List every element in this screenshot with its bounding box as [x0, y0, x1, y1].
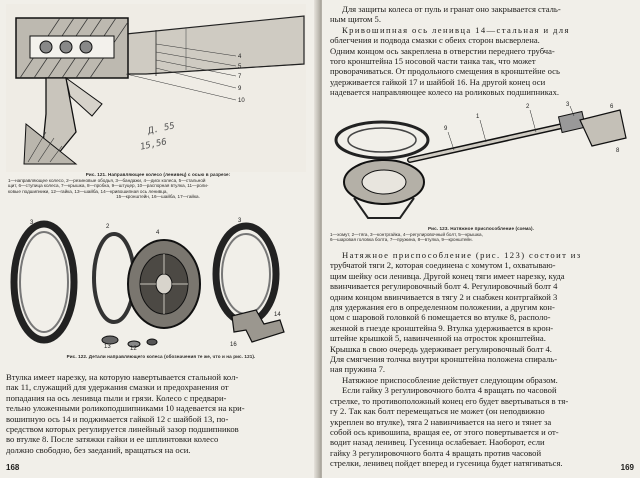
body-line: гу 2. Так как болт перемещаться не может (он неподвижно [330, 406, 545, 417]
body-line: должно свободно, без заеданий, вращаться на оси. [6, 444, 191, 455]
left-page [0, 0, 318, 478]
body-line-spaced: Кривошипная ось ленивца 14—стальная и для [342, 24, 570, 35]
figure-122-title: Рис. 122. Детали направляющего колеса (обозначения те же, что и на рис. 121). [66, 354, 256, 359]
body-line: стрелки, ленивец пойдет вперед и гусеница будет натягиваться. [330, 458, 563, 469]
body-line: облегчения и подвода смазки с обеих сторон высверлена. [330, 35, 540, 46]
body-line: стрелке, то противоположный конец его будет ввертываться в тя- [330, 395, 569, 406]
body-line: тельно уложенными роликоподшипниками 10 надевается на кри- [6, 403, 245, 414]
svg-text:14: 14 [274, 312, 281, 318]
body-line: женной в гнезде кронштейна 9. Втулка удерживается в крон- [330, 322, 554, 333]
svg-text:1: 1 [476, 114, 480, 120]
svg-text:3: 3 [566, 102, 570, 108]
figure-123-legend-line: 6—шаровая головка болта, 7—пружина, 8—втулка, 9—кронштейн. [330, 237, 473, 243]
body-line: одним концом ввинчивается в тягу 2 и снабжен контргайкой 3 [330, 291, 558, 302]
svg-text:13: 13 [104, 344, 111, 350]
left-body-text [6, 372, 310, 455]
svg-text:4: 4 [238, 54, 242, 60]
handwritten-note-2: 15,56 [139, 137, 168, 153]
body-line: удерживается гайкой 17 и шайбой 16. На другой конец оси [330, 76, 546, 87]
figure-121-legend-line: 15—кронштейн, 16—шайба, 17—гайка. [116, 194, 200, 200]
svg-text:6: 6 [610, 104, 614, 110]
body-line: пак 11, служащий для удержания смазки и предохранения от [6, 382, 229, 393]
figure-123-title: Рис. 123. Натяжное приспособление (схема). [428, 226, 534, 231]
body-line: Для смягчения толчка внутри кронштейна положена спираль- [330, 354, 558, 365]
figure-121-caption [8, 172, 308, 200]
body-line: Натяжное приспособление действует следующим образом. [342, 374, 558, 385]
figure-121-title: Рис. 121. Направляющее колесо (ленивец) с осью в разрезе: [85, 172, 231, 177]
body-line: трубчатой тяги 2, которая соединена с хомутом 1, охватываю- [330, 260, 556, 271]
page-number-left: 168 [6, 463, 20, 472]
body-line: Для защиты колеса от пуль и гранат оно закрывается сталь- [342, 4, 561, 14]
body-line: проворачиваться. От продольного смещения в кронштейне ось [330, 66, 560, 77]
body-line: во втулке 8. После затяжки гайки и ее шплинтовки колесо [6, 434, 219, 445]
body-line: попадания на ось ленивца пыли и грязи. Колесо с предвари- [6, 392, 227, 403]
body-line: Крышка в свою очередь удерживает регулировочный болт 4. [330, 343, 552, 354]
svg-text:16: 16 [230, 342, 237, 348]
body-line: укреплен во втулке), тяга 2 навинчивается на него и тянет за [330, 416, 552, 427]
figure-123-tensioner [330, 100, 632, 230]
body-line: Одним концом ось закреплена в отверстии переднего трубча- [330, 45, 555, 56]
figure-121-legend-line: 1—направляющее колесо, 2—резиновые ободья, 3—бандажи, 4—диск колеса, 5—стальной [8, 177, 206, 183]
body-line-spaced: Натяжное приспособление (рис. 123) состоит из [342, 250, 582, 260]
body-line: Втулка имеет нарезку, на которую навертывается стальной кол- [6, 372, 239, 382]
right-body-text [330, 250, 632, 469]
svg-text:12: 12 [130, 346, 137, 352]
svg-text:10: 10 [238, 98, 245, 104]
svg-text:3: 3 [238, 218, 242, 224]
figure-121-legend-line: ковые подшипники, 12—гайка, 13—шайба, 14—кривошипная ось ленивца, [8, 188, 168, 194]
body-line: того кронштейна 15 носовой части танка так, что может [330, 56, 536, 67]
body-line: для удержания его в определенном положении, а другим кон- [330, 302, 555, 313]
body-line: водит назад ленивец. Гусеница ослабевает. Наоборот, если [330, 437, 545, 448]
body-line: цом с шаровой головкой 6 помещается во втулке 8, располо- [330, 312, 551, 323]
body-line: собой ось кривошипа, вращая ее, от этого повертывается и от- [330, 426, 559, 437]
body-line: щим шейку оси ленивца. Другой конец тяги имеет нарезку, куда [330, 270, 565, 281]
svg-text:2: 2 [526, 104, 530, 110]
figure-121-legend-line: щит, 6—ступица колеса, 7—крышка, 8—пробка, 9—штуцер, 10—распорная втулка, 11—роли- [8, 183, 209, 189]
body-line: средством которых регулируется линейный зазор подшипников [6, 424, 239, 435]
svg-text:9: 9 [444, 126, 448, 132]
figure-122-wheel-parts [6, 206, 306, 352]
body-line: ная пружина 7. [330, 364, 386, 375]
svg-text:3: 3 [30, 220, 34, 226]
figure-122-caption [26, 354, 296, 360]
svg-text:9: 9 [238, 86, 242, 92]
figure-123-legend-line: 1—хомут, 2—тяга, 3—контргайка, 4—регулировочный болт, 5—крышка, [330, 231, 483, 237]
body-line: вошипную ось 14 и поджимается гайкой 12 с шайбой 13, по- [6, 413, 229, 424]
body-line: ным щитом 5. [330, 14, 381, 25]
right-page [322, 0, 640, 478]
handwritten-note-1: Д. 55 [147, 121, 176, 137]
svg-text:5: 5 [238, 64, 242, 70]
svg-text:7: 7 [238, 74, 242, 80]
body-line: штейне крышкой 5, навинченной на отросток кронштейна. [330, 333, 546, 344]
page-number-right: 169 [620, 463, 634, 472]
svg-text:2: 2 [106, 224, 110, 230]
right-top-text [330, 4, 632, 98]
figure-123-caption [330, 226, 632, 243]
svg-text:8: 8 [616, 148, 620, 154]
body-line: ввинчивается регулировочный болт 4. Регулировочный болт 4 [330, 281, 558, 292]
svg-text:4: 4 [156, 230, 160, 236]
body-line: Если гайку 3 регулировочного болта 4 вращать по часовой [342, 385, 557, 396]
body-line: надевается направляющее колесо на роликовых подшипниках. [330, 87, 560, 98]
body-line: гайку 3 регулировочного болта 4 вращать против часовой [330, 447, 542, 458]
